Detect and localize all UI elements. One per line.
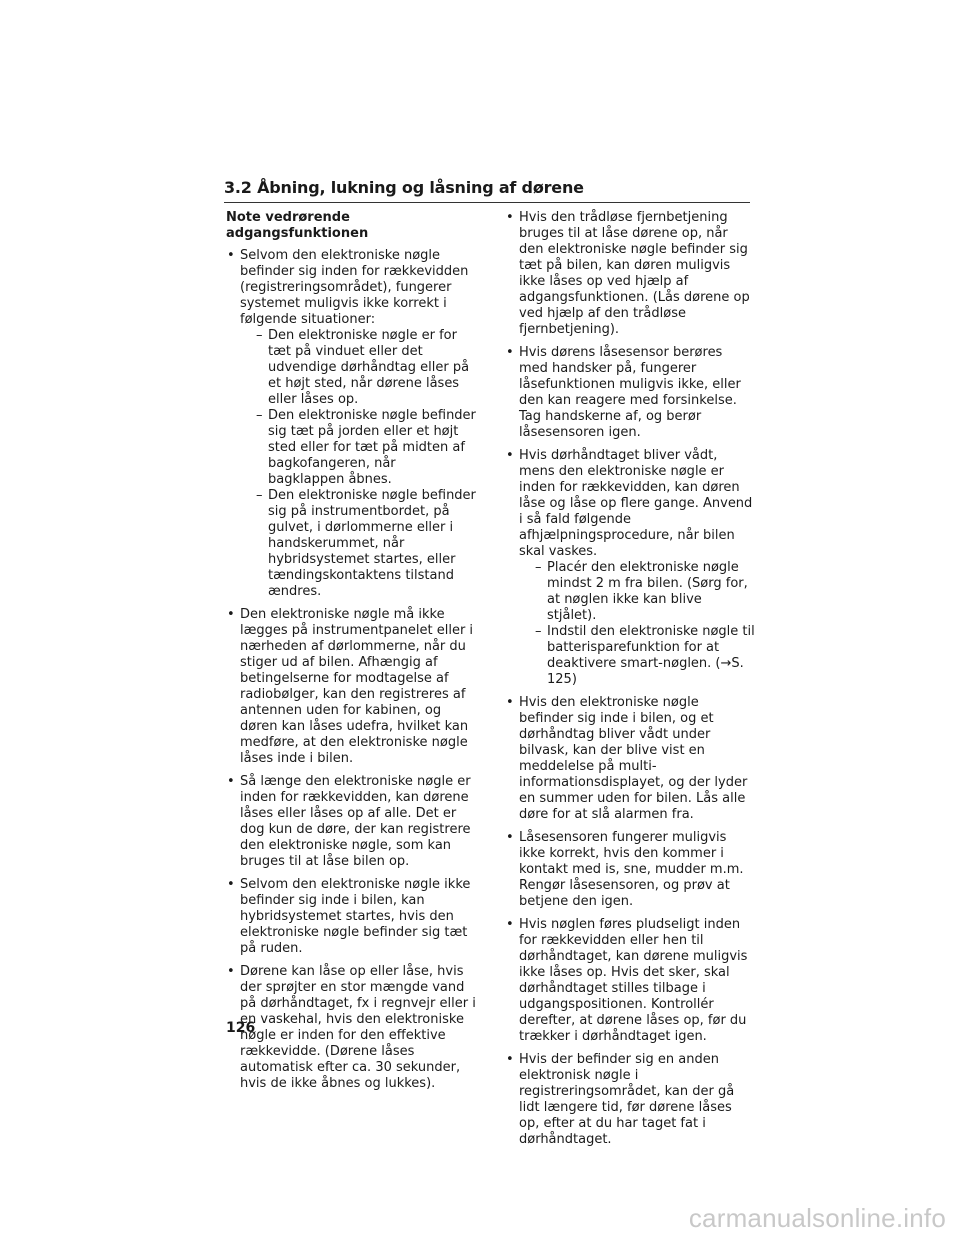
list-item: • Hvis dørens låsesensor berøres med handsker på, fungerer låsefunktionen muligvis ikke, eller den kan reagere med forsinkelse. Tag handskerne af, og berør låsesensoren igen. bbox=[506, 345, 741, 440]
sub-item: – Den elektroniske nøgle er for tæt på vinduet eller det udvendige dørhåndtag eller på et højt sted, når dørene låses eller låses op. bbox=[256, 328, 470, 407]
watermark: carmanualsonline.info bbox=[688, 1203, 946, 1233]
note-heading: Note vedrørende adgangsfunktionen bbox=[226, 210, 369, 241]
list-item: • Hvis nøglen føres pludseligt inden for rækkevidden eller hen til dørhåndtaget, kan dørene muligvis ikke låses op. Hvis det sker, skal dørhåndtaget stilles tilbage i udgangspositionen. Kontrollér derefter, at dørene låses op, før du trækker i dørhåndtaget igen. bbox=[506, 917, 748, 1044]
page-number: 126 bbox=[226, 1020, 256, 1036]
list-item: • Selvom den elektroniske nøgle befinder sig inden for rækkevidden (registreringsområdet), fungerer systemet muligvis ikke korrekt i følgende situationer: – Den elektroniske nøgle er for tæt på vinduet eller det udvendige dørhåndtag eller på et højt sted, når dørene låses eller låses op. – Den elektroniske nøgle befinder sig tæt på jorden eller et højt sted eller for tæt på midten af bagkofangeren, når bagklappen åbnes. – Den elektroniske nøgle befinder sig på instrumentbordet, på gulvet, i dørlommerne eller i handskerummet, når hybridsystemet startes, eller tændingskontaktens tilstand ændres. bbox=[227, 248, 476, 599]
bullet-mark: • bbox=[227, 248, 235, 263]
list-item: • Dørene kan låse op eller låse, hvis der sprøjter en stor mængde vand på dørhåndtaget, fx i regnvejr eller i en vaskehal, hvis den elektroniske nøgle er inden for den effektive rækkevidde. (Dørene låses automatisk efter ca. 30 sekunder, hvis de ikke åbnes og lukkes). bbox=[227, 964, 476, 1091]
section-header bbox=[224, 178, 750, 203]
list-item: • Hvis der befinder sig en anden elektronisk nøgle i registreringsområdet, kan der gå lidt længere tid, før dørene låses op, efter at du har taget fat i dørhåndtaget. bbox=[506, 1052, 735, 1147]
list-item: • Så længe den elektroniske nøgle er inden for rækkevidden, kan dørene låses eller låses op af alle. Det er dog kun de døre, der kan registrere den elektroniske nøgle, som kan bruges til at låse bilen op. bbox=[227, 774, 471, 869]
right-column bbox=[505, 210, 755, 1155]
list-item: • Hvis dørhåndtaget bliver vådt, mens den elektroniske nøgle er inden for rækkevidden, kan døren låse og låse op flere gange. Anvend i så fald følgende afhjælpningsprocedure, når bilen skal vaskes. – Placér den elektroniske nøgle mindst 2 m fra bilen. (Sørg for, at nøglen ikke kan blive stjålet). – Indstil den elektroniske nøgle til batterisparefunktion for at deaktivere smart-nøglen. (→S. 125) bbox=[506, 448, 755, 687]
list-item: • Den elektroniske nøgle må ikke lægges på instrumentpanelet eller i nærheden af dørlommerne, når du stiger ud af bilen. Afhængig af betingelserne for modtagelse af radiobølger, kan den registreres af antennen uden for kabinen, og døren kan låses udefra, hvilket kan medføre, at den elektroniske nøgle låses inde i bilen. bbox=[227, 607, 474, 766]
header-divider bbox=[224, 202, 750, 203]
list-item: • Låsesensoren fungerer muligvis ikke korrekt, hvis den kommer i kontakt med is, sne, mudder m.m. Rengør låsesensoren, og prøv at betjene den igen. bbox=[506, 830, 744, 909]
list-item: • Hvis den trådløse fjernbetjening bruges til at låse dørene op, når den elektroniske nøgle befinder sig tæt på bilen, kan døren muligvis ikke låses op ved hjælp af adgangsfunktionen. (Lås dørene op ved hjælp af den trådløse fjernbetjening). bbox=[506, 210, 750, 337]
sub-item: – Den elektroniske nøgle befinder sig på instrumentbordet, på gulvet, i dørlommerne eller i handskerummet, når hybridsystemet startes, eller tændingskontaktens tilstand ændres. bbox=[256, 488, 476, 599]
sub-item: – Indstil den elektroniske nøgle til batterisparefunktion for at deaktivere smart-nøglen. (→S. 125) bbox=[535, 624, 755, 687]
list-item: • Hvis den elektroniske nøgle befinder sig inde i bilen, og et dørhåndtag bliver vådt under bilvask, kan der blive vist en meddelelse på multi-informationsdisplayet, og der lyder en summer uden for bilen. Lås alle døre for at slå alarmen fra. bbox=[506, 695, 748, 822]
section-title: 3.2 Åbning, lukning og låsning af dørene bbox=[224, 178, 584, 197]
sub-item: – Placér den elektroniske nøgle mindst 2 m fra bilen. (Sørg for, at nøglen ikke kan blive stjålet). bbox=[535, 560, 748, 623]
list-item: • Selvom den elektroniske nøgle ikke befinder sig inde i bilen, kan hybridsystemet startes, hvis den elektroniske nøgle befinder sig tæt på ruden. bbox=[227, 877, 471, 956]
sub-item: – Den elektroniske nøgle befinder sig tæt på jorden eller et højt sted eller for tæt på midten af bagkofangeren, når bagklappen åbnes. bbox=[256, 408, 476, 487]
left-column bbox=[226, 210, 476, 1099]
